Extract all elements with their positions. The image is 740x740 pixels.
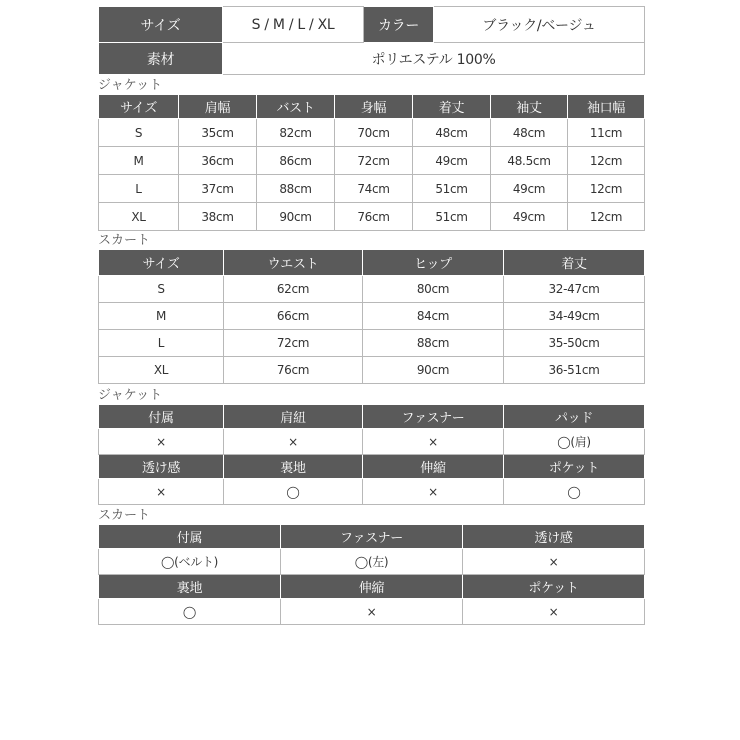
table-cell: 48cm	[413, 119, 491, 147]
material-label: 素材	[99, 43, 223, 75]
skirt-length-header: 着丈	[504, 250, 645, 276]
skirt-features-table	[98, 524, 645, 625]
table-cell: 36cm	[179, 147, 257, 175]
table-cell: 48cm	[491, 119, 568, 147]
table-cell: 80cm	[363, 276, 504, 303]
table-cell: M	[99, 147, 179, 175]
color-label: カラー	[364, 7, 434, 43]
table-row	[99, 330, 645, 357]
table-cell: ×	[99, 479, 224, 505]
table-cell: ◯(肩)	[504, 429, 645, 455]
table-cell: 12cm	[568, 175, 645, 203]
table-cell: L	[99, 175, 179, 203]
table-cell: S	[99, 119, 179, 147]
table-cell: ◯(ベルト)	[99, 549, 281, 575]
table-cell: 51cm	[413, 175, 491, 203]
jacket-features-table	[98, 404, 645, 505]
skirt-size-title: スカート	[98, 233, 151, 248]
zipper-header: ファスナー	[363, 405, 504, 429]
jacket-bust-header: バスト	[257, 95, 335, 119]
table-cell: 37cm	[179, 175, 257, 203]
table-row	[99, 147, 645, 175]
table-cell: S	[99, 276, 224, 303]
table-cell: 34-49cm	[504, 303, 645, 330]
size-value: S / M / L / XL	[223, 7, 364, 43]
shoulder-strap-header: 肩紐	[224, 405, 363, 429]
table-cell: 66cm	[224, 303, 363, 330]
table-cell: L	[99, 330, 224, 357]
table-cell: 12cm	[568, 203, 645, 231]
skirt-lining-header: 裏地	[99, 575, 281, 599]
sheerness-header: 透け感	[99, 455, 224, 479]
table-row	[99, 479, 645, 505]
color-value: ブラック/ベージュ	[434, 7, 645, 43]
skirt-size-table	[98, 249, 645, 384]
table-cell: 82cm	[257, 119, 335, 147]
table-row	[99, 303, 645, 330]
table-cell: 49cm	[413, 147, 491, 175]
skirt-size-header: サイズ	[99, 250, 224, 276]
table-row	[99, 203, 645, 231]
table-cell: 88cm	[363, 330, 504, 357]
table-cell: ◯	[224, 479, 363, 505]
table-cell: 32-47cm	[504, 276, 645, 303]
table-cell: 88cm	[257, 175, 335, 203]
table-cell: ◯	[504, 479, 645, 505]
table-row	[99, 357, 645, 384]
table-cell: ×	[363, 479, 504, 505]
jacket-body-width-header: 身幅	[335, 95, 413, 119]
skirt-waist-header: ウエスト	[224, 250, 363, 276]
table-cell: 49cm	[491, 175, 568, 203]
jacket-size-header: サイズ	[99, 95, 179, 119]
material-value: ポリエステル 100%	[223, 43, 645, 75]
table-row	[99, 119, 645, 147]
table-cell: ×	[463, 599, 645, 625]
skirt-zipper-header: ファスナー	[281, 525, 463, 549]
table-cell: 76cm	[224, 357, 363, 384]
table-cell: 49cm	[491, 203, 568, 231]
skirt-sheerness-header: 透け感	[463, 525, 645, 549]
table-cell: ×	[463, 549, 645, 575]
stretch-header: 伸縮	[363, 455, 504, 479]
skirt-hip-header: ヒップ	[363, 250, 504, 276]
jacket-sleeve-length-header: 袖丈	[491, 95, 568, 119]
table-cell: 90cm	[257, 203, 335, 231]
table-cell: ◯	[99, 599, 281, 625]
table-cell: ×	[281, 599, 463, 625]
table-cell: 76cm	[335, 203, 413, 231]
skirt-features-title: スカート	[98, 508, 151, 523]
skirt-pocket-header: ポケット	[463, 575, 645, 599]
jacket-length-header: 着丈	[413, 95, 491, 119]
table-row	[99, 429, 645, 455]
table-cell: 48.5cm	[491, 147, 568, 175]
table-cell: 90cm	[363, 357, 504, 384]
jacket-size-table	[98, 94, 645, 231]
pocket-header: ポケット	[504, 455, 645, 479]
table-cell: 35cm	[179, 119, 257, 147]
table-cell: 86cm	[257, 147, 335, 175]
table-cell: 35-50cm	[504, 330, 645, 357]
jacket-cuff-width-header: 袖口幅	[568, 95, 645, 119]
table-cell: 72cm	[224, 330, 363, 357]
table-cell: 36-51cm	[504, 357, 645, 384]
table-cell: 62cm	[224, 276, 363, 303]
table-cell: ×	[363, 429, 504, 455]
table-cell: ◯(左)	[281, 549, 463, 575]
table-cell: 84cm	[363, 303, 504, 330]
table-cell: 72cm	[335, 147, 413, 175]
table-cell: 12cm	[568, 147, 645, 175]
table-cell: 51cm	[413, 203, 491, 231]
table-cell: ×	[224, 429, 363, 455]
table-cell: 74cm	[335, 175, 413, 203]
skirt-accessory-header: 付属	[99, 525, 281, 549]
table-cell: 11cm	[568, 119, 645, 147]
table-row	[99, 175, 645, 203]
spec-table	[98, 6, 645, 75]
table-cell: 38cm	[179, 203, 257, 231]
table-row	[99, 276, 645, 303]
accessory-header: 付属	[99, 405, 224, 429]
jacket-features-title: ジャケット	[98, 388, 163, 403]
table-cell: 70cm	[335, 119, 413, 147]
table-cell: XL	[99, 357, 224, 384]
table-cell: XL	[99, 203, 179, 231]
lining-header: 裏地	[224, 455, 363, 479]
table-cell: ×	[99, 429, 224, 455]
pad-header: パッド	[504, 405, 645, 429]
skirt-stretch-header: 伸縮	[281, 575, 463, 599]
table-row	[99, 549, 645, 575]
table-row	[99, 599, 645, 625]
jacket-shoulder-header: 肩幅	[179, 95, 257, 119]
table-cell: M	[99, 303, 224, 330]
jacket-size-title: ジャケット	[98, 78, 163, 93]
size-label: サイズ	[99, 7, 223, 43]
